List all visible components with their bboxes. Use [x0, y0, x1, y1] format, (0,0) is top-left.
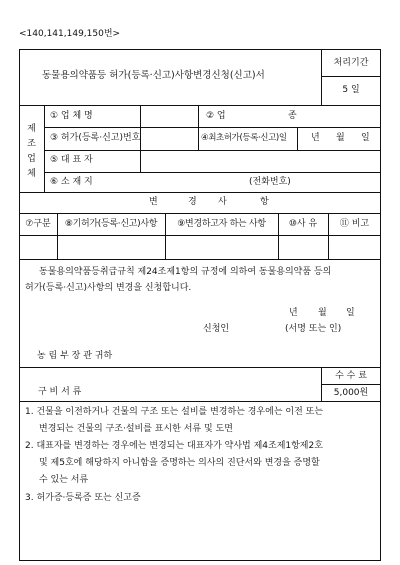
change-remarks-field[interactable]: [329, 236, 380, 258]
requirement-2-line-1: 2. 대표자를 변경하는 경우에는 변경되는 대표자가 약사법 제4조제1항제2호: [25, 441, 323, 451]
business-name-label: ① 업 체 명: [50, 111, 93, 121]
signature-hint: (서명 또는 인): [285, 324, 342, 334]
col-existing: ⑧기허가(등록·신고)사항: [64, 219, 158, 229]
manufacturer-label-2: 조: [27, 139, 36, 149]
col-category: ⑦구분: [25, 219, 51, 229]
first-permit-year-unit: 년: [311, 133, 320, 143]
changes-title-4: 항: [260, 197, 269, 207]
manufacturer-label-3: 업: [27, 154, 36, 164]
col-remarks: ⑪ 비고: [339, 219, 370, 229]
first-permit-month-unit: 월: [336, 133, 345, 143]
form-number: <140,141,149,150번>: [19, 29, 121, 39]
change-existing-field[interactable]: [58, 236, 164, 258]
manufacturer-label-1: 제: [27, 124, 36, 134]
col-reason: ⑩사 유: [288, 219, 318, 229]
required-documents-title: 구 비 서 류: [38, 387, 82, 397]
requirement-1-line-2: 변경되는 건물의 구조·설비를 표시한 서류 및 도면: [39, 424, 233, 434]
change-category-field[interactable]: [20, 236, 56, 258]
business-type-field[interactable]: [299, 106, 380, 126]
form-title: 동물용의약품등 허가(등록·신고)사항변경신청(신고)서: [42, 70, 265, 81]
change-requested-field[interactable]: [166, 236, 277, 258]
declaration-line-1: 동물용의약품등취급규칙 제24조제1항의 규정에 의하여 동물용의약품 등의: [39, 267, 332, 277]
requirement-1-line-1: 1. 건물을 이전하거나 건물의 구조 또는 설비를 변경하는 경우에는 이전 또는: [25, 407, 324, 417]
requirement-2-line-3: 수 있는 서류: [39, 475, 89, 485]
col-requested: ⑨변경하고자 하는 사항: [177, 219, 266, 229]
business-name-field[interactable]: [141, 106, 197, 126]
business-type-label: ② 업: [206, 111, 226, 121]
applicant-signature-field[interactable]: [232, 320, 282, 336]
representative-field[interactable]: [141, 151, 380, 171]
first-permit-day-unit: 일: [361, 133, 370, 143]
permit-number-field[interactable]: [141, 128, 197, 149]
first-permit-date-label: ④최초허가(등록·신고)일: [201, 133, 287, 143]
requirement-3-line-1: 3. 허가증·등록증 또는 신고증: [25, 493, 141, 503]
signature-month-unit: 월: [318, 308, 327, 318]
processing-period-label: 처리기간: [333, 58, 369, 68]
declaration-line-2: 허가(등록·신고)사항의 변경을 신청합니다.: [25, 283, 192, 293]
changes-title-2: 경: [188, 197, 197, 207]
phone-label: (전화번호): [249, 177, 291, 187]
change-reason-field[interactable]: [279, 236, 327, 258]
changes-title-3: 사: [218, 197, 227, 207]
business-type-label-tail: 종: [288, 111, 297, 121]
fee-value: 5,000원: [333, 388, 369, 398]
applicant-signer-label: 신청인: [203, 324, 230, 334]
changes-title-1: 변: [149, 197, 158, 207]
signature-year-unit: 년: [289, 308, 298, 318]
signature-day-unit: 일: [346, 308, 355, 318]
permit-number-label: ③ 허가(등록·신고)번호: [50, 133, 141, 143]
addressee: 농 림 부 장 관 귀하: [37, 351, 113, 361]
processing-period-value: 5 일: [342, 85, 360, 95]
manufacturer-label-4: 체: [27, 169, 36, 179]
fee-label: 수 수 료: [335, 371, 367, 381]
requirement-2-line-2: 및 제5호에 해당하지 아니함을 증명하는 의사의 진단서와 변경을 증명할: [39, 458, 320, 468]
address-label: ⑥ 소 재 지: [50, 177, 93, 187]
representative-label: ⑤ 대 표 자: [50, 155, 93, 165]
